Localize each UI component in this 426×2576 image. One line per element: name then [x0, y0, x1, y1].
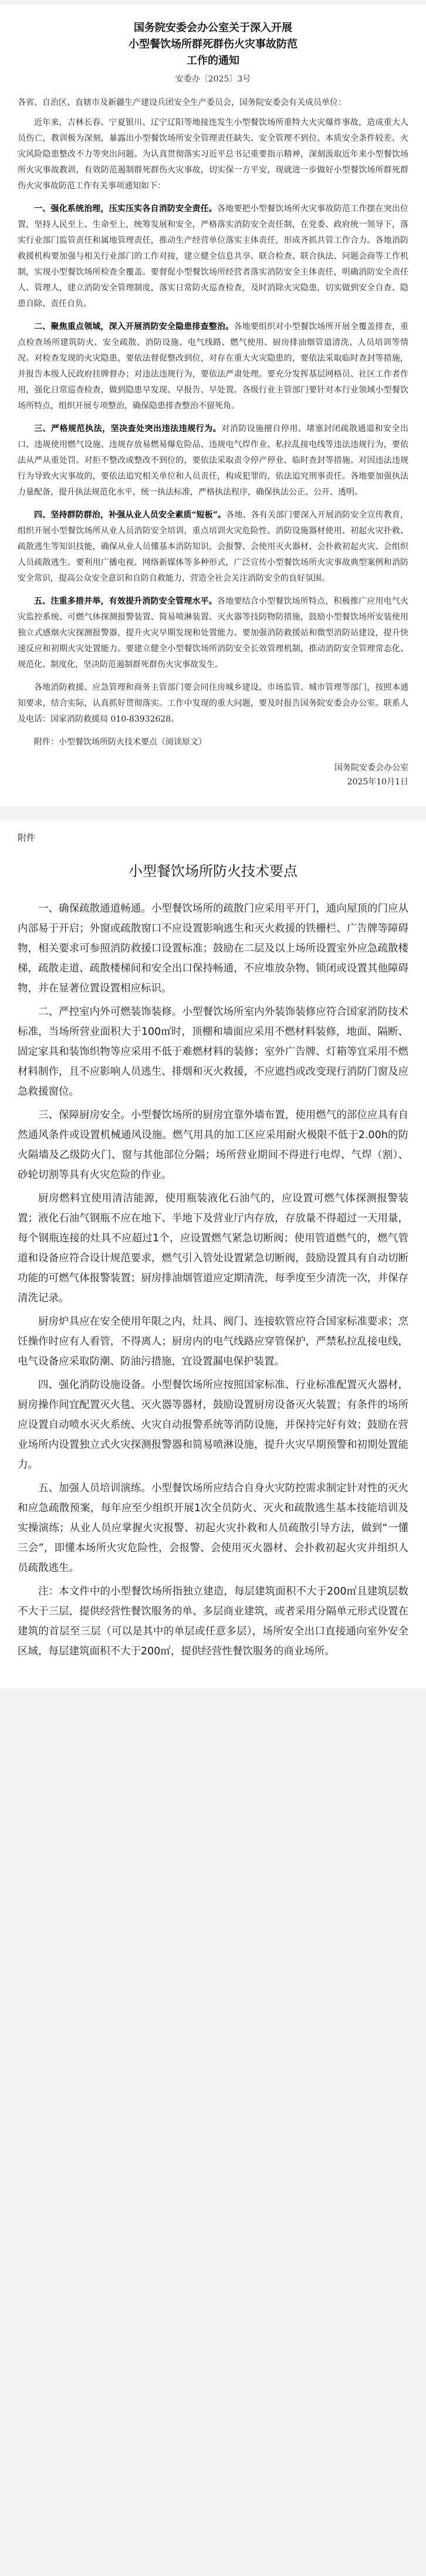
attachment-label: 附件 — [18, 832, 36, 843]
section-2 — [18, 319, 408, 414]
addressee: 各省、自治区、直辖市及新疆生产建设兵团安全生产委员会，国务院安委会有关成员单位： — [18, 98, 346, 107]
attachment-paragraph-1: 一、确保疏散通道畅通。小型餐饮场所的疏散门应采用平开门，通向屋顶的门应从内部易于开启；外窗或疏散窗口不应设置影响逃生和灭火救援的铁栅栏、广告牌等障碍物，相关要求可参照消防救援口设置标准；鼓励在二层及以上场所设置室外应急疏散楼梯，疏散走道、疏散楼梯间和安全出口保持畅通，不应堆放杂物、锁闭或设置其他障碍物，并在显著位置设置相应标识。 — [18, 903, 408, 994]
notice-title-line-2: 小型餐饮场所群死群伤火灾事故防范 — [129, 38, 297, 50]
attachment-paragraph-6: 四、强化消防设施设备。小型餐饮场所应按照国家标准、行业标准配置灭火器材，厨房操作间宜配置灭火毯、灭火器等器材，鼓励设置厨房设备灭火装置；有条件的场所应设置自动喷水灭火系统、火灾自动报警系统等消防设施，并保持完好有效；鼓励在营业场所内设置独立式火灾探测报警器和简易喷淋设施，提升火灾早期预警和初期处置能力。 — [18, 1379, 408, 1471]
section-5 — [18, 594, 408, 673]
section-4-body: 各地、各有关部门要深入开展消防安全宣传教育，组织开展小型餐饮场所从业人员消防安全培训，重点培训火灾危险性、消防设施器材使用、初起火灾扑救、疏散逃生等知识技能，确保从业人员懂基本消防知识、会报警、会使用灭火器材、会扑救初起火灾、会组织人员疏散逃生。要利用广播电视、网络新媒体等多种形式，广泛宣传小型餐饮场所火灾事故典型案例和消防安全常识，提高公众安全意识和自防自救能力，营造全社会关注消防安全的良好氛围。 — [18, 510, 408, 583]
section-1-body: 各地要把小型餐饮场所火灾事故防范工作摆在突出位置，坚持人民至上、生命至上，统筹发展和安全，严格落实消防安全责任制，在党委、政府统一领导下，落实行业部门监管责任和属地管理责任，推动生产经营单位落实主体责任，形成齐抓共管工作合力。各地消防救援机构要加强与相关行业部门的工作对接，建立健全信息共享、联合检查、联合执法、问题会商等工作机制，实现小型餐饮场所检查全覆盖。要督促小型餐饮场所经营者落实消防安全主体责任，明确消防安全责任人、管理人，建立消防安全管理制度，落实日常防火巡查检查，及时消除火灾隐患，切实做到安全自查、隐患自除、责任自负。 — [18, 204, 408, 309]
attachment-card — [0, 821, 426, 1688]
notice-title-line-3: 工作的通知 — [187, 55, 239, 67]
attachment-paragraph-2: 二、严控室内外可燃装饰装修。小型餐饮场所室内外装饰装修应符合国家消防技术标准，当场所营业面积大于100㎡时，顶棚和墙面应采用不燃材料装修，地面、隔断、固定家具和装饰织物等应采用不低于难燃材料的装修；室外广告牌、灯箱等宜采用不燃材料制作，且不应影响人员逃生、排烟和灭火救援，不应遮挡或改变现行消防门窗及应急救援窗位。 — [18, 1006, 408, 1098]
section-3 — [18, 421, 408, 500]
section-3-heading: 三、严格规范执法，坚决查处突出违法违规行为。 — [34, 424, 222, 434]
attachment-note[interactable]: 附件：小型餐饮场所防火技术要点（阅读原文） — [34, 737, 207, 747]
section-divider — [0, 807, 426, 821]
signature-block — [18, 761, 408, 789]
attachment-paragraph-4: 厨房燃料宜使用清洁能源，使用瓶装液化石油气的，应设置可燃气体探测报警装置；液化石油气钢瓶不应在地下、半地下及营业厅内存放，存放量不得超过一天用量，每个钢瓶连接的灶具不应超过1个，应设置燃气紧急切断阀；使用管道燃气的，燃气管道和设备应符合设计规范要求，燃气引入管处设置紧急切断阀，鼓励设置具有自动切断功能的可燃气体报警装置；厨房排油烟管道应定期清洗，每季度至少清洗一次，并保存清洗记录。 — [18, 1193, 408, 1304]
closing-paragraph: 各地消防救援、应急管理和商务主管部门要会同住房城乡建设、市场监管、城市管理等部门，按照本通知要求，结合实际，认真抓好贯彻落实。工作中发现的重大问题，要及时报告国务院安委会办公室。联系人及电话：国家消防救援局 010-83932628。 — [18, 683, 408, 724]
section-1-heading: 一、强化系统治理，压实压实各自消防安全责任。 — [34, 204, 217, 214]
section-4-heading: 四、坚持群防群治，补强从业人员安全素质“短板”。 — [34, 510, 226, 520]
signer: 国务院安委会办公室 — [334, 763, 408, 773]
section-5-heading: 五、注重多措并举，有效提升消防安全管理水平。 — [34, 597, 217, 606]
attachment-paragraph-7: 五、加强人员培训演练。小型餐饮场所应结合自身火灾防控需求制定针对性的灭火和应急疏散预案，每年应至少组织开展1次全员防火、灭火和疏散逃生基本技能培训及实操演练；从业人员应掌握火灾报警、初起火灾扑救和人员疏散引导方法，做到“一懂三会”，即懂本场所火灾危险性，会报警、会使用灭火器材、会扑救初起火灾并组织人员疏散逃生。 — [18, 1482, 408, 1574]
section-2-body: 各地要组织对小型餐饮场所开展全覆盖排查，重点检查场所建筑防火、安全疏散、消防设施、电气线路、燃气使用、厨房排油烟管道清洗、人员培训等情况。对检查发现的火灾隐患，要依法督促整改到位，对存在重大火灾隐患的，要依法采取临时查封等措施，并报告本级人民政府挂牌督办；对违法违规行为，要依法严肃处理。要充分发挥基层网格员、社区工作者作用，强化日常巡查检查，做到隐患早发现、早报告、早处置。各级行业主管部门要针对本行业领域小型餐饮场所特点，组织开展专项整治，确保隐患排查整治不留死角。 — [18, 322, 409, 411]
attachment-paragraph-3: 三、保障厨房安全。小型餐饮场所的厨房宜靠外墙布置，使用燃气的部位应具有自然通风条件或设置机械通风设施。燃气用具的加工区应采用耐火极限不低于2.00h的防火隔墙及乙级防火门、窗与其他部位分隔；场所营业期间不得进行电焊、气焊（割）、砂轮切割等具有火灾危险的作业。 — [18, 1109, 408, 1181]
section-2-heading: 二、聚焦重点领域，深入开展消防安全隐患排查整治。 — [34, 322, 234, 331]
attachment-title: 小型餐饮场所防火技术要点 — [129, 863, 297, 879]
section-5-body: 各地要结合小型餐饮场所特点，积极推广应用电气火灾监控系统、可燃气体探测报警装置、简易喷淋装置、灭火器等技防物防措施，鼓励小型餐饮场所安装使用独立式感烟火灾探测报警器，提升火灾早期发现和处置能力。要加强消防救援站和微型消防站建设，提升快速反应和初期火灾处置能力。要建立健全小型餐饮场所消防安全长效管理机制，推动消防安全管理常态化、规范化、制度化，坚决防范遏制群死群伤火灾事故发生。 — [18, 597, 408, 669]
section-1 — [18, 201, 408, 312]
section-4 — [18, 507, 408, 587]
issue-date: 2025年10月1日 — [347, 777, 408, 787]
intro-paragraph: 近年来，吉林长春、宁夏银川、辽宁辽阳等地接连发生小型餐饮场所重特大火灾爆炸事故，造成重大人员伤亡，教训极为深刻，暴露出小型餐饮场所安全管理责任缺失、安全管理不到位、本质安全条件较差、火灾风险隐患整改不力等突出问题。为认真贯彻落实习近平总书记重要指示精神，深刻汲取近年来小型餐饮场所火灾事故教训，有效防范遏制群死群伤火灾事故，切实保一方平安，现就进一步做好小型餐饮场所群死群伤火灾事故防范工作有关事项通知如下： — [18, 118, 408, 191]
notice-card — [0, 5, 426, 807]
doc-number: 安委办〔2025〕3号 — [175, 75, 251, 84]
attachment-paragraph-8: 注：本文件中的小型餐饮场所指独立建造，每层建筑面积不大于200㎡且建筑层数不大于三层，提供经营性餐饮服务的单、多层商业建筑，或者采用分隔单元形式设置在建筑的首层至三层（可以是其中的单层或任意多层），场所安全出口直接通向室外安全区域，每层建筑面积不大于200㎡，提供经营性餐饮服务的商业场所。 — [18, 1586, 408, 1657]
attachment-paragraph-5: 厨房炉具应在安全使用年限之内，灶具、阀门、连接软管应符合国家标准要求；烹饪操作时应有人看管，不得离人；厨房内的电气线路应穿管保护，严禁私拉乱接电线，电气设备应采取防潮、防油污措施，宜设置漏电保护装置。 — [18, 1316, 408, 1367]
notice-title-line-1: 国务院安委会办公室关于深入开展 — [134, 22, 292, 34]
section-3-body: 对消防设施擅自停用、堵塞封闭疏散通道和安全出口、违规使用燃气设施、违规存放易燃易爆危险品、违规电气焊作业、私拉乱接电线等违法违规行为，要依法从严从重处罚。对拒不整改或整改不到位的，要依法采取责令停产停业、临时查封等措施。对因违法违规行为导致火灾事故的，要依法追究相关单位和人员责任，构成犯罪的，依法追究刑事责任。各地要加强执法力量配备，提升执法规范化水平，统一执法标准，严格执法程序，确保执法公正、公开、透明。 — [18, 424, 409, 497]
